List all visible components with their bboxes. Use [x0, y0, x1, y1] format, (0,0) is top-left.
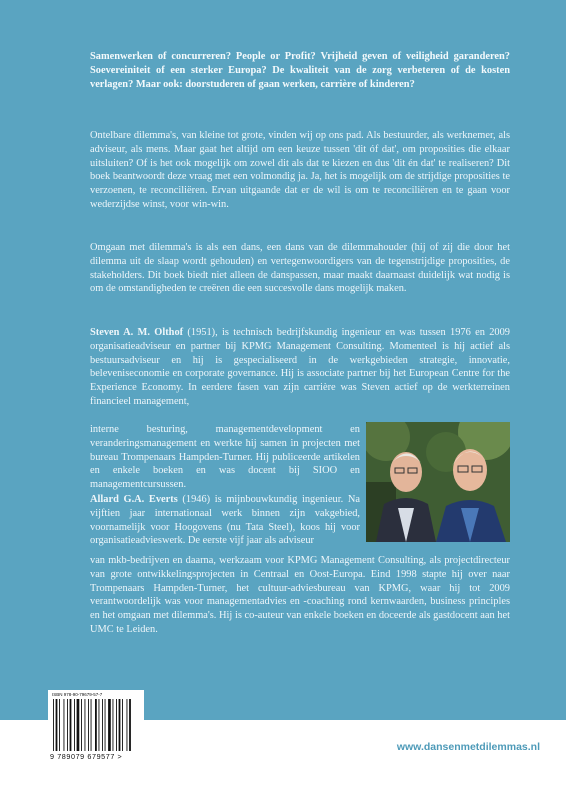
author-bio-everts-text: (1946) is mijnbouwkundig ingenieur. Na vijftien jaar internationaal werk binnen zijn vakgebied, voornamelijk voor Hoogovens (nu Tata Steel), koos hij voor organisatieadvieswerk. De eerste vijf jaar als adviseur — [90, 494, 360, 547]
author-bio-everts-continued: van mkb-bedrijven en daarna, werkzaam voor KPMG Management Consulting, als projectdirecteur van grote ontwikkelingsprojecten in Centraal en Oost-Europa. Eind 1998 stapte hij over naar Trompenaars Hampden-Turner, het cultuur-adviesbureau van KPMG, waar hij tot 2009 verantwoordelijk was voor managementadvies en -coaching rond kernwaarden, business principles en het omgaan met dilemma's. Hij is co-auteur van enkele boeken en doceerde als gastdocent aan het UMC te Leiden. — [90, 555, 510, 635]
isbn-barcode — [48, 690, 144, 766]
author-bio-olthof-continued: interne besturing, managementdevelopment en veranderingsmanagement en werkte hij samen in projecten met bureau Trompenaars Hampden-Turner. Hij publiceerde artikelen en enkele boeken en was docent bij SIOO en managementcursussen. — [90, 424, 360, 491]
author-bio-olthof-text: (1951), is technisch bedrijfskundig ingenieur en was tussen 1976 en 2009 organisatieadviseur en partner bij KPMG Management Consulting. Momenteel is hij actief als bestuursadviseur en hij is gespecialiseerd in de werkgebieden strategie, innovatie, beleveniseconomie en corporate governance. Hij is associate partner bij het European Centre for the Experience Economy. In eerdere fasen van zijn carrière was Steven actief op de werkterreinen financieel management, — [90, 327, 510, 407]
website-link[interactable]: www.dansenmetdilemmas.nl — [396, 741, 540, 753]
isbn-label: ISBN 978-90-79679-57-7 — [52, 692, 103, 697]
barcode-bars — [52, 699, 138, 751]
author-photo-image — [366, 422, 510, 542]
author-name-everts: Allard G.A. Everts — [90, 494, 178, 505]
author-bio-olthof — [90, 326, 510, 409]
author-name-olthof: Steven A. M. Olthof — [90, 327, 184, 338]
barcode-digits: 9 789079 679577 > — [50, 752, 123, 761]
paragraph-dilemmas: Ontelbare dilemma's, van kleine tot grote, vinden wij op ons pad. Als bestuurder, als werknemer, als adviseur, als mens. Maar gaat het altijd om een keuze tussen 'dit óf dat', om proposities die elkaar uitsluiten? Of is het ook mogelijk om zowel dit als dat te kiezen en dus 'dit én dat' te realiseren? Dit boek beantwoordt deze vraag met een volmondig ja. Ja, het is mogelijk om de strijdige proposities te verzoenen, te reconciliëren. Ervan uitgaande dat er de wil is om te reconciliëren en te gaan voor wederzijdse winst, voor win-win. — [90, 130, 510, 210]
author-photo — [366, 422, 510, 542]
author-bio-everts — [90, 493, 360, 548]
paragraph-dance: Omgaan met dilemma's is als een dans, een dans van de dilemmahouder (hij of zij die door het dilemma uit de slaap wordt gehouden) en vertegenwoordigers van de tegenstrijdige proposities, de stakeholders. Dit boek biedt niet alleen de danspassen, maar maakt daarnaast duidelijk wat nodig is om de omstandigheden te creëren die een succesvolle dans mogelijk maken. — [90, 242, 510, 295]
intro-questions: Samenwerken of concurreren? People or Profit? Vrijheid geven of veiligheid garanderen? Soevereiniteit of een sterker Europa? De kwaliteit van de zorg verbeteren of de kosten verlagen? Maar ook: doorstuderen of gaan werken, carrière of kinderen? — [90, 51, 510, 90]
